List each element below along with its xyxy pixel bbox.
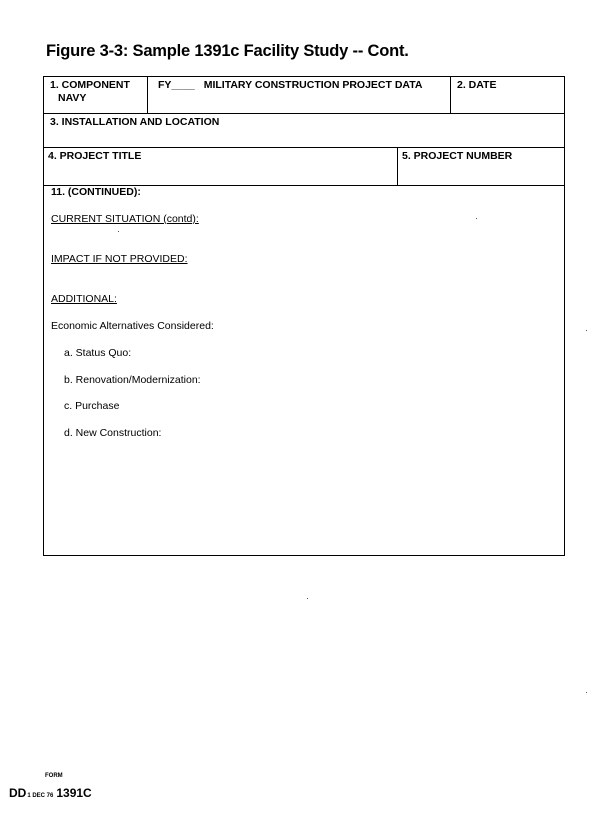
component-cell bbox=[44, 77, 147, 113]
page-title: Figure 3-3: Sample 1391c Facility Study -- Cont. bbox=[46, 42, 409, 60]
form-1391c bbox=[43, 76, 565, 556]
project-number-cell bbox=[397, 148, 564, 185]
continued-section bbox=[44, 186, 564, 555]
scan-speck bbox=[476, 218, 477, 219]
project-title-cell bbox=[44, 148, 397, 185]
scan-speck bbox=[586, 330, 587, 331]
alternative-new-construction: d. New Construction: bbox=[64, 427, 162, 439]
component-value: NAVY bbox=[58, 92, 87, 104]
alternative-renovation: b. Renovation/Modernization: bbox=[64, 374, 201, 386]
footer-form-id bbox=[9, 784, 92, 802]
impact-label: IMPACT IF NOT PROVIDED: bbox=[51, 253, 188, 265]
date-label: 2. DATE bbox=[457, 79, 497, 91]
alternative-purchase: c. Purchase bbox=[64, 400, 120, 412]
continued-heading: 11. (CONTINUED): bbox=[51, 186, 141, 198]
economic-alternatives-label: Economic Alternatives Considered: bbox=[51, 320, 214, 332]
alternative-status-quo: a. Status Quo: bbox=[64, 347, 132, 359]
installation-cell bbox=[44, 114, 564, 147]
fy-label: FY____ bbox=[158, 79, 195, 91]
footer-dd: DD bbox=[9, 786, 27, 800]
scan-speck bbox=[118, 231, 119, 232]
scan-speck bbox=[586, 692, 587, 693]
footer-form-number: 1391C bbox=[56, 786, 92, 800]
current-situation-label: CURRENT SITUATION (contd): bbox=[51, 213, 199, 225]
project-title-label: 4. PROJECT TITLE bbox=[48, 150, 142, 162]
footer-form-label: FORM bbox=[45, 773, 63, 779]
installation-label: 3. INSTALLATION AND LOCATION bbox=[50, 116, 220, 128]
component-label: 1. COMPONENT bbox=[50, 79, 130, 91]
footer-date-code: 1 DEC 76 bbox=[27, 793, 54, 799]
header-row bbox=[44, 77, 564, 114]
project-data-label: MILITARY CONSTRUCTION PROJECT DATA bbox=[203, 79, 423, 91]
project-number-label: 5. PROJECT NUMBER bbox=[402, 150, 513, 162]
project-data-cell bbox=[147, 77, 450, 113]
additional-label: ADDITIONAL: bbox=[51, 293, 117, 305]
scan-speck bbox=[307, 598, 308, 599]
installation-row bbox=[44, 114, 564, 148]
date-cell bbox=[450, 77, 564, 113]
project-title-row bbox=[44, 148, 564, 186]
